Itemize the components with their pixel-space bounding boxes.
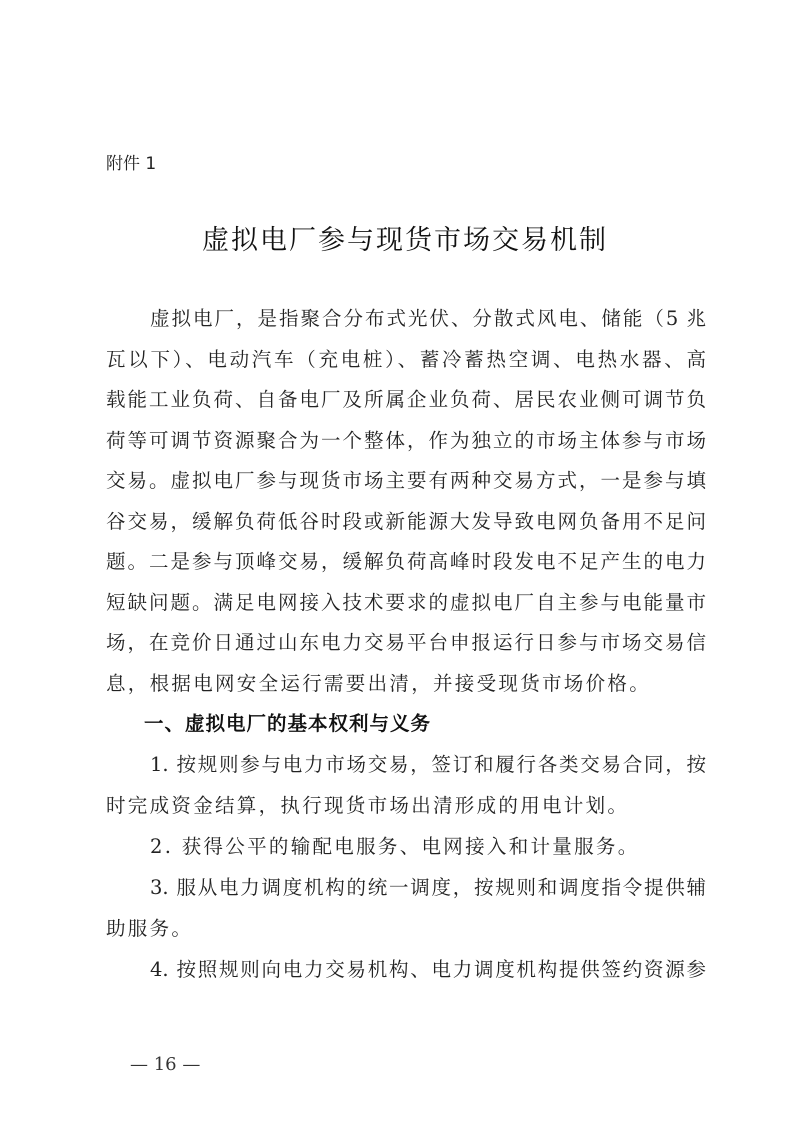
paragraph-line: 虚拟电厂，是指聚合分布式光伏、分散式风电、储能（5 兆 xyxy=(150,307,706,330)
list-item-1-line-1: 1. 按规则参与电力市场交易，签订和履行各类交易合同，按 xyxy=(150,753,706,776)
list-item-2: 2. 获得公平的输配电服务、电网接入和计量服务。 xyxy=(150,835,640,858)
paragraph-line: 息，根据电网安全运行需要出清，并接受现货市场价格。 xyxy=(106,672,652,695)
paragraph-line: 场，在竞价日通过山东电力交易平台申报运行日参与市场交易信 xyxy=(106,631,706,654)
list-item-3-line-2: 助服务。 xyxy=(106,917,194,940)
page-number: — 16 — xyxy=(130,1054,201,1075)
paragraph-line: 题。二是参与顶峰交易，缓解负荷高峰时段发电不足产生的电力 xyxy=(106,550,706,573)
list-item-1-line-2: 时完成资金结算，执行现货市场出清形成的用电计划。 xyxy=(106,794,630,817)
paragraph-line: 载能工业负荷、自备电厂及所属企业负荷、居民农业侧可调节负 xyxy=(106,388,706,411)
paragraph-line: 谷交易，缓解负荷低谷时段或新能源大发导致电网负备用不足问 xyxy=(106,510,706,533)
paragraph-line: 交易。虚拟电厂参与现货市场主要有两种交易方式，一是参与填 xyxy=(106,469,706,492)
document-title: 虚拟电厂参与现货市场交易机制 xyxy=(202,225,608,256)
list-item-3-line-1: 3. 服从电力调度机构的统一调度，按规则和调度指令提供辅 xyxy=(150,876,706,899)
paragraph-line: 瓦以下）、电动汽车（充电桩）、蓄冷蓄热空调、电热水器、高 xyxy=(106,348,706,371)
paragraph-line: 短缺问题。满足电网接入技术要求的虚拟电厂自主参与电能量市 xyxy=(106,591,706,614)
attachment-label: 附件 1 xyxy=(106,154,157,174)
list-item-4-line-1: 4. 按照规则向电力交易机构、电力调度机构提供签约资源参 xyxy=(150,958,706,981)
section-heading: 一、虚拟电厂的基本权利与义务 xyxy=(144,712,432,735)
paragraph-line: 荷等可调节资源聚合为一个整体，作为独立的市场主体参与市场 xyxy=(106,429,706,452)
